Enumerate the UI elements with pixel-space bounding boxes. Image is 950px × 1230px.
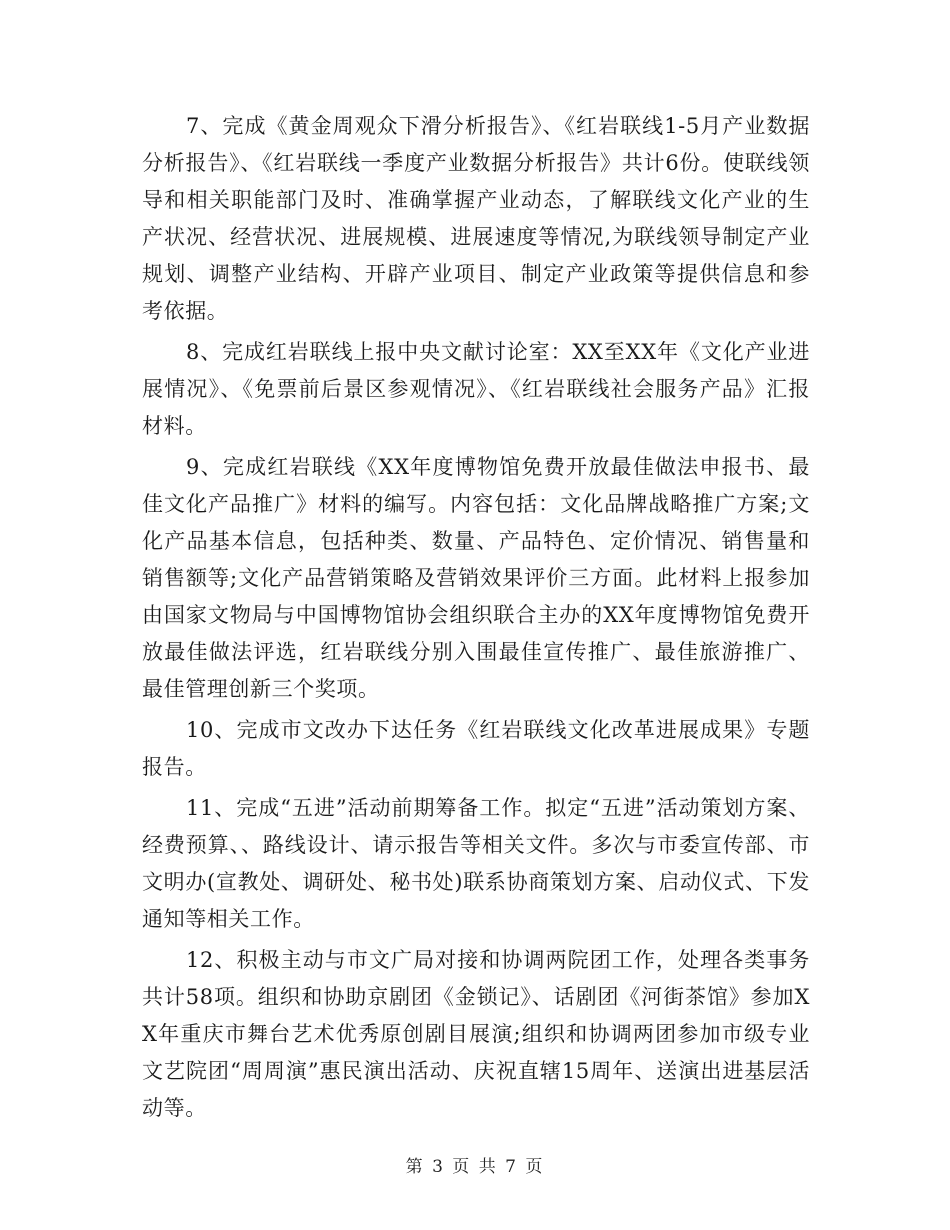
paragraph-item-11: 11、完成“五进”活动前期筹备工作。拟定“五进”活动策划方案、经费预算、、路线设计、请示报告等相关文件。多次与市委宣传部、市文明办(宣教处、调研处、秘书处)联系协商策划方案、启动仪式、下发通知等相关工作。 (142, 796, 810, 931)
document-body (142, 108, 810, 1131)
page-number-footer: 第 3 页 共 7 页 (405, 1157, 545, 1177)
paragraph-item-7: 7、完成《黄金周观众下滑分析报告》、《红岩联线1-5月产业数据分析报告》、《红岩联线一季度产业数据分析报告》共计6份。使联线领导和相关职能部门及时、准确掌握产业动态，了解联线文化产业的生产状况、经营状况、进展规模、进展速度等情况,为联线领导制定产业规划、调整产业结构、开辟产业项目、制定产业政策等提供信息和参考依据。 (142, 114, 810, 323)
paragraph-item-12: 12、积极主动与市文广局对接和协调两院团工作，处理各类事务共计58项。组织和协助京剧团《金锁记》、话剧团《河街茶馆》参加XX年重庆市舞台艺术优秀原创剧目展演;组织和协调两团参加市级专业文艺院团“周周演”惠民演出活动、庆祝直辖15周年、送演出进基层活动等。 (142, 948, 810, 1120)
paragraph-item-10: 10、完成市文改办下达任务《红岩联线文化改革进展成果》专题报告。 (142, 718, 810, 779)
paragraph-item-9: 9、完成红岩联线《XX年度博物馆免费开放最佳做法申报书、最佳文化产品推广》材料的编写。内容包括：文化品牌战略推广方案;文化产品基本信息，包括种类、数量、产品特色、定价情况、销售量和销售额等;文化产品营销策略及营销效果评价三方面。此材料上报参加由国家文物局与中国博物馆协会组织联合主办的XX年度博物馆免费开放最佳做法评选，红岩联线分别入围最佳宣传推广、最佳旅游推广、最佳管理创新三个奖项。 (142, 455, 810, 701)
paragraph-item-8: 8、完成红岩联线上报中央文献讨论室：XX至XX年《文化产业进展情况》、《免票前后景区参观情况》、《红岩联线社会服务产品》汇报材料。 (142, 340, 810, 438)
